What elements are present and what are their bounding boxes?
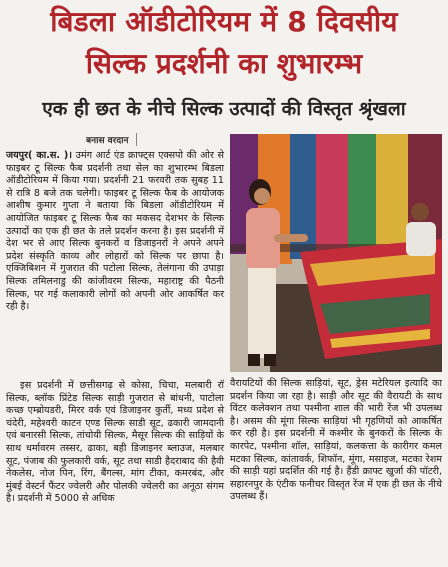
article-column-1	[6, 150, 224, 314]
dateline: जयपुर( का.स. )।	[6, 150, 72, 161]
headline-line-1: बिडला ऑडीटोरियम में 8 दिवसीय	[50, 5, 398, 38]
article-column-3	[230, 378, 442, 504]
article-paragraph-1	[6, 150, 224, 314]
paragraph-1-text: उमंग आर्ट एंड क्राफ्ट्स एक्सपो की ओर से फाइबर टू सिल्क फैब प्रदर्शनी तथा सेल का शुभारम्भ बिडला ऑडीटोरियम में किया गया। प्रदर्शनी 21 फरवरी तक सुबह 11 से रात्रि 8 बजे तक चलेगी। फाइबर टू सिल्क फैब के आयोजक आशीष कुमार गुप्ता ने बताया कि बिडला ऑडीटोरियम में आयोजित फाइबर टू सिल्क फैब का मकसद देशभर के सिल्क उत्पादों का एक ही छत के तले प्रदर्शन करना है। इस प्रदर्शनी में देश भर से आए सिल्क बुनकरों व डिजाइनरों ने अपने अपने प्रदेश संस्कृति काव्य और लोहारों को सिल्क पर छापा है। एक्जिबिशन में गुजरात की पटोला सिल्क, तेलंगाना की उपाड़ा सिल्क तमिलनाडु की कांजीवरम सिल्क, महाराष्ट्र की पैठनी सिल्क, पर गई कलाकारी लोगों को अपनी ओर आकर्षित कर रही है।	[6, 150, 224, 313]
headline-line-2: सिल्क प्रदर्शनी का शुभारम्भ	[85, 47, 363, 80]
article-paragraph-3: वैरायटियों की सिल्क साड़ियां, सूट, ड्रेस मटेरियल इत्यादि का प्रदर्शन किया जा रहा है। साड़ी और सूट की वैरायटी के साथ विंटर कलेक्शन तथा पश्मीना शाल की भारी रेंज भी उपलब्ध है। असम की मूंगा सिल्क साड़ियां भी गृहणियों को आकर्षित कर रही है। इस प्रदर्शनी में कश्मीर के बुनकरों के सिल्क के कारपेट, पश्मीना शॉल, साड़ियां, कलकत्ता के कारीगर कमल मटका सिल्क, कांतावर्क, शिफॉन, मूंगा, मसाइज, मटका रेशम की साड़ी यहां प्रदर्शित की गई है। हैंडी क्राफ्ट खुर्जा की पॉटरी, सहारनपुर के एंटीक फनीचर विस्तृत रेंज में एक ही छत के नीचे उपलब्ध हैं।	[230, 378, 442, 503]
silk-exhibition-photo	[230, 134, 442, 372]
article-paragraph-2: इस प्रदर्शनी में छत्तीसगढ़ से कोसा, चिचा, मलबारी रॉ सिल्क, ब्लॉक प्रिंटेड सिल्क साड़ी गुजरात से बांधनी, पाटोला कच्छ एम्ब्रोयडरी, मिरर वर्क एवं डिजाइनर कुर्ती, मध्य प्रदेश से चंदेरी, महेश्वरी काटन एण्ड सिल्क साडी सूट, ढकारी जामदानी एवं बनारसी सिल्क, तांचोयी सिल्क, मैसूर सिल्क की साड़ियों के साथ धर्मावरम तस्सर, ढाका, बही डिजाइनर ब्लाउज, मलबार सूट, पंजाब की फुलकारी वर्क, सूट तथा साडी हैदराबाद की हैवी नेकलेस, नोज पिन, रिंग, बैंगल्स, मांग टीका, कमरबंद, और मुंबई वेस्टर्न फैंटर ज्वेलरी और पोलकी ज्वेलरी का अनूठा संगम है। प्रदर्शनी में 5000 से अधिक	[6, 380, 224, 505]
article-column-2	[6, 380, 224, 506]
article-photo	[230, 134, 442, 372]
subheadline: एक ही छत के नीचे सिल्क उत्पादों की विस्तृत श्रृंखला	[42, 98, 406, 120]
byline: बनास वरदान	[86, 133, 137, 146]
